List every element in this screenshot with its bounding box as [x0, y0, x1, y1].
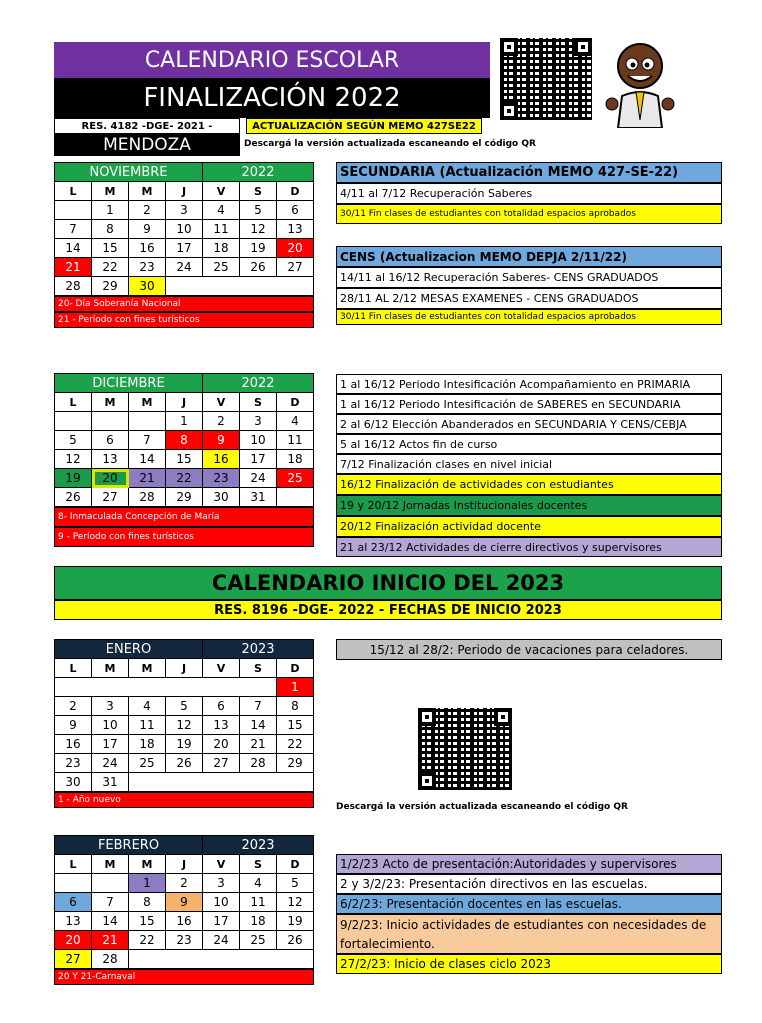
day-cell: 18	[277, 450, 314, 469]
day-cell: 27	[277, 258, 314, 277]
day-cell: 15	[277, 716, 314, 735]
day-cell: 26	[166, 754, 203, 773]
day-cell: 22	[129, 931, 166, 950]
day-header: L	[55, 659, 92, 678]
holiday-note: 8- Inmaculada Concepción de María	[54, 507, 314, 527]
day-cell: 11	[240, 893, 277, 912]
day-header: J	[166, 659, 203, 678]
day-cell: 11	[277, 431, 314, 450]
day-cell: 8	[277, 697, 314, 716]
list-item: 1 al 16/12 Periodo Intesificación Acompañamiento en PRIMARIA	[336, 374, 722, 394]
day-cell-holiday: 20	[277, 239, 314, 258]
day-cell: 5	[166, 697, 203, 716]
day-cell	[92, 412, 129, 431]
day-cell: 7	[240, 697, 277, 716]
year-label: 2022	[203, 163, 314, 182]
day-cell: 19	[166, 735, 203, 754]
celadores-note: 15/12 al 28/2: Periodo de vacaciones para celadores.	[336, 639, 722, 660]
day-cell: 3	[203, 874, 240, 893]
list-item: 7/12 Finalización clases en nivel inicial	[336, 454, 722, 474]
day-cell: 13	[277, 220, 314, 239]
month-label: ENERO	[55, 640, 203, 659]
calendar-enero	[54, 639, 314, 808]
day-cell: 13	[203, 716, 240, 735]
day-cell: 28	[92, 950, 129, 969]
day-cell: 9	[55, 716, 92, 735]
day-cell: 1	[92, 201, 129, 220]
day-cell: 31	[92, 773, 129, 792]
day-cell-cierre: 23	[203, 469, 240, 488]
cens-title: CENS (Actualizacion MEMO DEPJA 2/11/22)	[336, 246, 722, 267]
day-header: D	[277, 182, 314, 201]
list-item: 1 al 16/12 Periodo Intesificación de SABERES en SECUNDARIA	[336, 394, 722, 414]
day-cell: 28	[129, 488, 166, 507]
day-cell: 24	[203, 931, 240, 950]
day-cell: 7	[55, 220, 92, 239]
day-cell: 2	[203, 412, 240, 431]
day-header: M	[129, 855, 166, 874]
day-header: M	[129, 659, 166, 678]
day-cell	[55, 201, 92, 220]
day-header: L	[55, 182, 92, 201]
day-cell-empty	[129, 773, 314, 792]
day-header: V	[203, 659, 240, 678]
day-cell-empty	[277, 488, 314, 507]
day-header: M	[92, 855, 129, 874]
day-cell: 27	[92, 488, 129, 507]
day-header: J	[166, 182, 203, 201]
day-cell: 2	[55, 697, 92, 716]
day-header: J	[166, 393, 203, 412]
list-item: 5 al 16/12 Actos fin de curso	[336, 434, 722, 454]
day-cell-acto: 1	[129, 874, 166, 893]
holiday-note: 20- Día Soberanía Nacional	[54, 296, 314, 312]
day-cell: 24	[240, 469, 277, 488]
day-cell: 30	[55, 773, 92, 792]
day-cell-holiday: 1	[277, 678, 314, 697]
qr-note-top: Descargá la versión actualizada escaneando el código QR	[244, 139, 536, 149]
day-cell: 26	[55, 488, 92, 507]
day-header: V	[203, 182, 240, 201]
day-cell	[129, 412, 166, 431]
day-cell-jornada: 20	[92, 469, 129, 488]
day-cell: 11	[203, 220, 240, 239]
holiday-note: 1 - Año nuevo	[54, 792, 314, 808]
day-cell: 25	[203, 258, 240, 277]
day-cell-holiday: 9	[203, 431, 240, 450]
day-cell: 12	[277, 893, 314, 912]
day-cell: 3	[240, 412, 277, 431]
day-cell: 3	[92, 697, 129, 716]
day-cell: 4	[203, 201, 240, 220]
day-cell: 14	[92, 912, 129, 931]
list-item: fortalecimiento.	[336, 934, 722, 954]
year-label: 2023	[203, 640, 314, 659]
province-label: MENDOZA	[54, 134, 240, 156]
day-header: D	[277, 855, 314, 874]
day-cell: 29	[166, 488, 203, 507]
day-cell: 4	[129, 697, 166, 716]
day-cell: 25	[129, 754, 166, 773]
day-cell: 3	[166, 201, 203, 220]
qr-code-icon[interactable]	[500, 38, 592, 120]
day-header: M	[92, 182, 129, 201]
qr-note-middle: Descargá la versión actualizada escaneando el código QR	[336, 802, 628, 812]
day-cell: 12	[240, 220, 277, 239]
list-item: 14/11 al 16/12 Recuperación Saberes- CENS GRADUADOS	[336, 267, 722, 288]
day-header: D	[277, 393, 314, 412]
list-item: 2 y 3/2/23: Presentación directivos en las escuelas.	[336, 874, 722, 894]
holiday-note: 20 Y 21-Carnaval	[54, 969, 314, 985]
day-cell: 23	[166, 931, 203, 950]
day-header: M	[129, 182, 166, 201]
day-cell: 25	[240, 931, 277, 950]
day-cell: 24	[166, 258, 203, 277]
day-cell: 10	[166, 220, 203, 239]
list-item: 27/2/23: Inicio de clases ciclo 2023	[336, 954, 722, 974]
day-cell: 18	[129, 735, 166, 754]
day-header: V	[203, 855, 240, 874]
day-cell: 15	[129, 912, 166, 931]
day-cell: 6	[92, 431, 129, 450]
day-cell: 14	[55, 239, 92, 258]
list-item: 2 al 6/12 Elección Abanderados en SECUNDARIA Y CENS/CEBJA	[336, 414, 722, 434]
list-item: 30/11 Fin clases de estudiantes con totalidad espacios aprobados	[336, 204, 722, 224]
holiday-note: 9 - Período con fines turísticos	[54, 527, 314, 547]
day-header: S	[240, 855, 277, 874]
day-cell: 10	[240, 431, 277, 450]
day-cell: 5	[240, 201, 277, 220]
day-cell: 31	[240, 488, 277, 507]
day-cell: 27	[203, 754, 240, 773]
list-item: 16/12 Finalización de actividades con estudiantes	[336, 474, 722, 495]
day-cell: 6	[203, 697, 240, 716]
day-cell: 28	[240, 754, 277, 773]
day-cell: 29	[277, 754, 314, 773]
day-cell-highlight: 16	[203, 450, 240, 469]
day-cell: 7	[129, 431, 166, 450]
title-finalizacion: FINALIZACIÓN 2022	[54, 78, 490, 118]
day-cell: 17	[240, 450, 277, 469]
day-header: S	[240, 393, 277, 412]
day-cell-holiday: 20	[55, 931, 92, 950]
day-cell: 22	[92, 258, 129, 277]
list-item: 28/11 AL 2/12 MESAS EXAMENES - CENS GRADUADOS	[336, 288, 722, 309]
list-item: 4/11 al 7/12 Recuperación Saberes	[336, 183, 722, 204]
holiday-note: 21 - Período con fines turísticos	[54, 312, 314, 328]
day-cell	[55, 874, 92, 893]
day-cell: 2	[129, 201, 166, 220]
day-cell: 17	[166, 239, 203, 258]
secundaria-title: SECUNDARIA (Actualización MEMO 427-SE-22)	[336, 162, 722, 183]
day-cell	[55, 412, 92, 431]
day-cell: 7	[92, 893, 129, 912]
calendar-diciembre	[54, 373, 314, 547]
list-item: 19 y 20/12 Jornadas Institucionales docentes	[336, 495, 722, 516]
day-header: M	[92, 659, 129, 678]
day-cell: 19	[277, 912, 314, 931]
day-cell: 16	[129, 239, 166, 258]
day-cell-cierre: 21	[129, 469, 166, 488]
day-cell: 24	[92, 754, 129, 773]
day-header: L	[55, 393, 92, 412]
day-cell: 18	[240, 912, 277, 931]
day-cell-holiday: 25	[277, 469, 314, 488]
day-cell: 12	[166, 716, 203, 735]
diciembre-activities-list	[336, 374, 722, 557]
day-cell: 13	[92, 450, 129, 469]
month-label: NOVIEMBRE	[55, 163, 203, 182]
qr-code-icon[interactable]	[418, 708, 512, 790]
day-cell: 4	[240, 874, 277, 893]
day-cell: 14	[240, 716, 277, 735]
list-item: 30/11 Fin clases de estudiantes con totalidad espacios aprobados	[336, 309, 722, 325]
day-cell: 26	[277, 931, 314, 950]
day-cell: 5	[277, 874, 314, 893]
day-cell-holiday: 21	[92, 931, 129, 950]
day-header: M	[129, 393, 166, 412]
day-header: V	[203, 393, 240, 412]
list-item: 1/2/23 Acto de presentación:Autoridades y supervisores	[336, 854, 722, 874]
day-cell: 10	[203, 893, 240, 912]
febrero-activities-list	[336, 854, 722, 974]
list-item: 9/2/23: Inicio actividades de estudiantes con necesidades de	[336, 914, 722, 934]
cartoon-teacher-icon	[600, 40, 680, 128]
day-cell: 11	[129, 716, 166, 735]
day-cell: 5	[55, 431, 92, 450]
day-header: S	[240, 182, 277, 201]
calendar-febrero	[54, 835, 314, 985]
day-cell: 26	[240, 258, 277, 277]
day-cell-docentes: 6	[55, 893, 92, 912]
list-item: 21 al 23/12 Actividades de cierre directivos y supervisores	[336, 537, 722, 557]
title-escolar: CALENDARIO ESCOLAR	[54, 42, 490, 78]
day-header: L	[55, 855, 92, 874]
day-cell: 30	[203, 488, 240, 507]
day-cell: 19	[240, 239, 277, 258]
day-cell-highlight: 30	[129, 277, 166, 296]
month-label: FEBRERO	[55, 836, 203, 855]
resolution-label: RES. 4182 -DGE- 2021 -	[54, 118, 240, 134]
day-cell: 18	[203, 239, 240, 258]
month-label: DICIEMBRE	[55, 374, 203, 393]
cens-list	[336, 246, 722, 325]
day-cell: 17	[203, 912, 240, 931]
day-cell: 29	[92, 277, 129, 296]
day-cell: 22	[277, 735, 314, 754]
day-header: J	[166, 855, 203, 874]
day-cell: 15	[92, 239, 129, 258]
day-cell: 1	[166, 412, 203, 431]
day-cell: 10	[92, 716, 129, 735]
day-cell: 17	[92, 735, 129, 754]
year-label: 2022	[203, 374, 314, 393]
day-cell: 6	[277, 201, 314, 220]
day-header: M	[92, 393, 129, 412]
inicio-2023-title: CALENDARIO INICIO DEL 2023	[54, 566, 722, 600]
day-cell: 28	[55, 277, 92, 296]
update-label: ACTUALIZACIÓN SEGÚN MEMO 427SE22	[246, 118, 482, 134]
day-cell: 16	[166, 912, 203, 931]
day-header: D	[277, 659, 314, 678]
day-cell: 23	[55, 754, 92, 773]
day-header: S	[240, 659, 277, 678]
day-cell: 15	[166, 450, 203, 469]
list-item: 6/2/23: Presentación docentes en las escuelas.	[336, 894, 722, 914]
day-cell-inicio-clases: 27	[55, 950, 92, 969]
day-cell-empty	[166, 277, 314, 296]
list-item: 20/12 Finalización actividad docente	[336, 516, 722, 537]
day-cell: 21	[240, 735, 277, 754]
day-cell: 12	[55, 450, 92, 469]
day-cell: 8	[92, 220, 129, 239]
day-cell-empty	[55, 678, 277, 697]
day-cell	[92, 874, 129, 893]
day-cell: 4	[277, 412, 314, 431]
day-cell-fortalecimiento: 9	[166, 893, 203, 912]
secundaria-list	[336, 162, 722, 224]
inicio-2023-subtitle: RES. 8196 -DGE- 2022 - FECHAS DE INICIO 2023	[54, 600, 722, 620]
calendar-noviembre	[54, 162, 314, 328]
day-cell: 16	[55, 735, 92, 754]
day-cell: 20	[203, 735, 240, 754]
day-cell: 13	[55, 912, 92, 931]
day-cell: 14	[129, 450, 166, 469]
day-cell-holiday: 21	[55, 258, 92, 277]
year-label: 2023	[203, 836, 314, 855]
day-cell: 23	[129, 258, 166, 277]
day-cell-cierre: 22	[166, 469, 203, 488]
day-cell: 9	[129, 220, 166, 239]
day-cell-jornada: 19	[55, 469, 92, 488]
day-cell-holiday: 8	[166, 431, 203, 450]
day-cell-empty	[129, 950, 314, 969]
day-cell: 8	[129, 893, 166, 912]
day-cell: 2	[166, 874, 203, 893]
